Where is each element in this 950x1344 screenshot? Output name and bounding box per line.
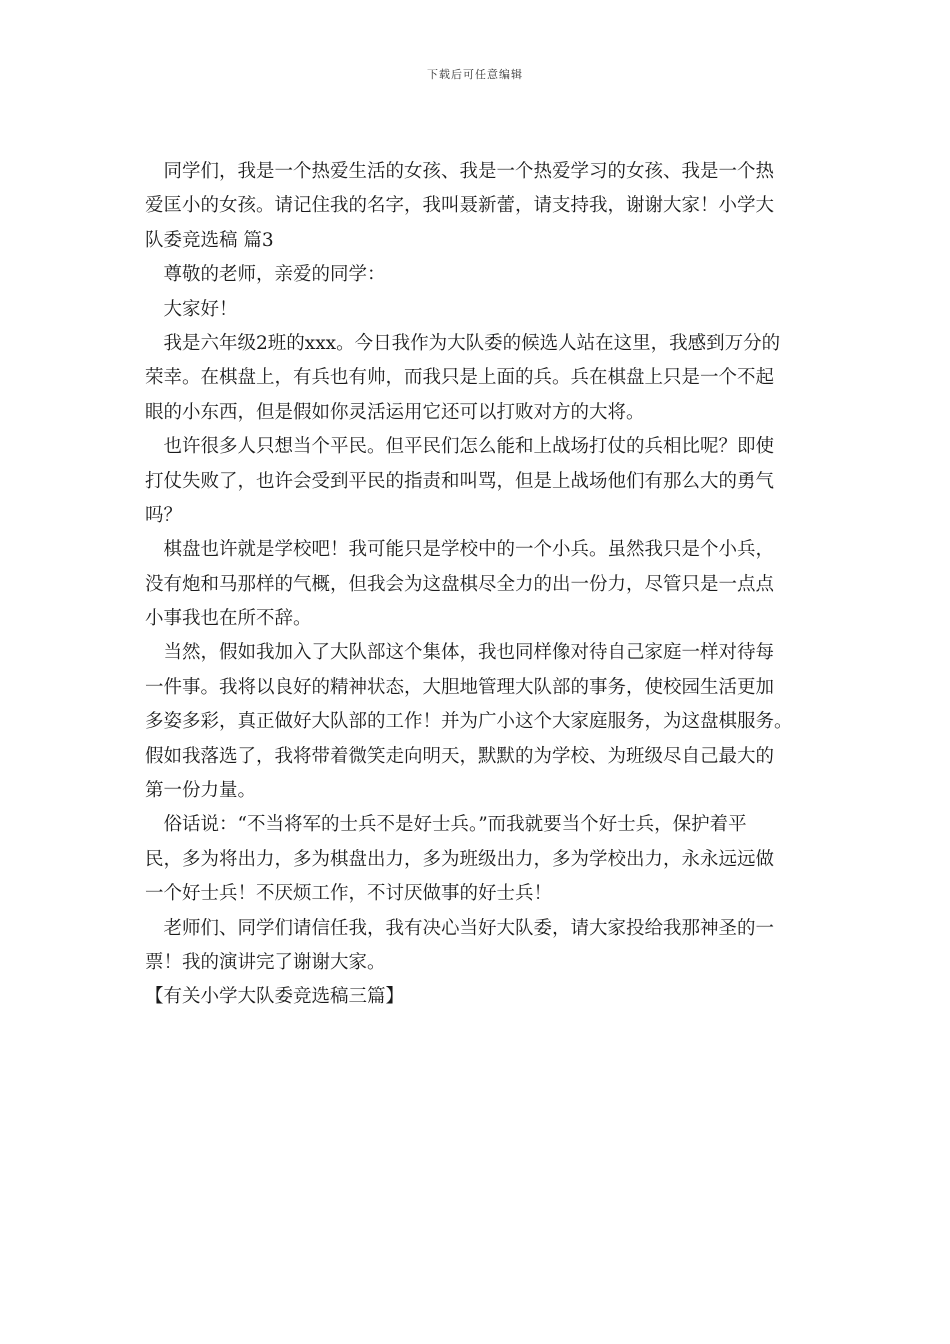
text-line: 票！我的演讲完了谢谢大家。 <box>145 951 386 973</box>
text-line: 一个好士兵！不厌烦工作，不讨厌做事的好士兵！ <box>145 883 553 905</box>
page-header-note: 下载后可任意编辑 <box>427 68 523 81</box>
text-line: 第一份力量。 <box>145 780 257 802</box>
text-line: 同学们，我是一个热爱生活的女孩、我是一个热爱学习的女孩、我是一个热 <box>145 161 775 182</box>
text-line: 一件事。我将以良好的精神状态，大胆地管理大队部的事务，使校园生活更加 <box>145 676 775 698</box>
text-line: 没有炮和马那样的气概，但我会为这盘棋尽全力的出一份力，尽管只是一点点 <box>145 573 775 595</box>
text-line: 吗？ <box>145 504 183 526</box>
text-line: 多姿多彩，真正做好大队部的工作！并为广小这个大家庭服务，为这盘棋服务。 <box>145 711 793 733</box>
text-line: 棋盘也许就是学校吧！我可能只是学校中的一个小兵。虽然我只是个小兵， <box>145 539 775 561</box>
text-line: 眼的小东西，但是假如你灵活运用它还可以打败对方的大将。 <box>145 401 645 423</box>
text-line: 大家好！ <box>145 298 238 320</box>
text-line: 爱匡小的女孩。请记住我的名字，我叫聂新蕾，请支持我，谢谢大家！小学大 <box>145 195 775 217</box>
text-line: 打仗失败了，也许会受到平民的指责和叫骂，但是上战场他们有那么大的勇气 <box>145 470 775 492</box>
text-line: 队委竞选稿 篇3 <box>145 229 274 251</box>
text-line: 假如我落选了，我将带着微笑走向明天，默默的为学校、为班级尽自己最大的 <box>145 745 775 767</box>
document-body <box>145 155 825 1015</box>
text-line: 俗话说：“不当将军的士兵不是好士兵。”而我就要当个好士兵，保护着平 <box>145 814 747 836</box>
text-line: 民，多为将出力，多为棋盘出力，多为班级出力，多为学校出力，永永远远做 <box>145 848 775 870</box>
text-line: 也许很多人只想当个平民。但平民们怎么能和上战场打仗的兵相比呢？即使 <box>145 436 775 458</box>
text-line: 老师们、同学们请信任我，我有决心当好大队委，请大家投给我那神圣的一 <box>145 917 775 939</box>
text-line: 小事我也在所不辞。 <box>145 608 312 630</box>
text-line: 荣幸。在棋盘上，有兵也有帅，而我只是上面的兵。兵在棋盘上只是一个不起 <box>145 367 775 389</box>
section-title: 【有关小学大队委竞选稿三篇】 <box>145 986 405 1008</box>
text-line: 我是六年级2班的xxx。今日我作为大队委的候选人站在这里，我感到万分的 <box>145 332 781 354</box>
text-line: 尊敬的老师，亲爱的同学： <box>145 264 386 286</box>
text-line: 当然，假如我加入了大队部这个集体，我也同样像对待自己家庭一样对待每 <box>145 642 775 664</box>
